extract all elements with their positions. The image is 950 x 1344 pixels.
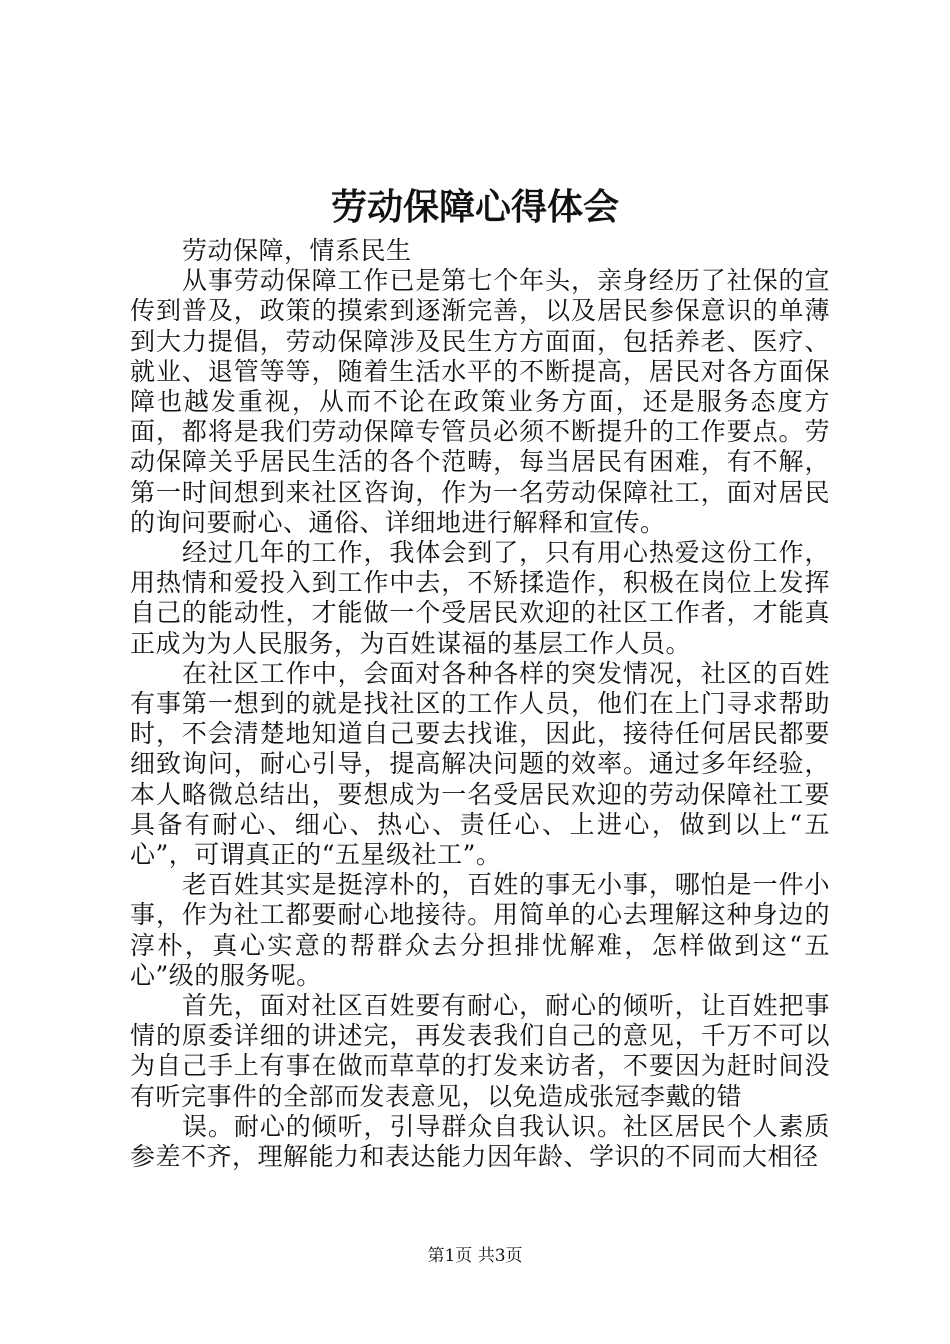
document-body xyxy=(130,236,830,1172)
paragraph: 老百姓其实是挺淳朴的，百姓的事无小事，哪怕是一件小事，作为社工都要耐心地接待。用简单的心去理解这种身边的淳朴，真心实意的帮群众去分担排忧解难，怎样做到这“五心”级的服务呢。 xyxy=(130,870,830,990)
document-title: 劳动保障心得体会 xyxy=(330,186,619,228)
paragraph: 首先，面对社区百姓要有耐心，耐心的倾听，让百姓把事情的原委详细的讲述完，再发表我们自己的意见，千万不可以为自己手上有事在做而草草的打发来访者，不要因为赶时间没有听完事件的全部而发表意见，以免造成张冠李戴的错 xyxy=(130,991,830,1111)
page-number-footer: 第1页 共3页 xyxy=(427,1246,523,1266)
paragraph: 从事劳动保障工作已是第七个年头，亲身经历了社保的宣传到普及，政策的摸索到逐渐完善，以及居民参保意识的单薄到大力提倡，劳动保障涉及民生方方面面，包括养老、医疗、就业、退管等等，随着生活水平的不断提高，居民对各方面保障也越发重视，从而不论在政策业务方面，还是服务态度方面，都将是我们劳动保障专管员必须不断提升的工作要点。劳动保障关乎居民生活的各个范畴，每当居民有困难，有不解，第一时间想到来社区咨询，作为一名劳动保障社工，面对居民的询问要耐心、通俗、详细地进行解释和宣传。 xyxy=(130,266,830,537)
paragraph: 经过几年的工作，我体会到了，只有用心热爱这份工作，用热情和爱投入到工作中去，不矫揉造作，积极在岗位上发挥自己的能动性，才能做一个受居民欢迎的社区工作者，才能真正成为为人民服务，为百姓谋福的基层工作人员。 xyxy=(130,538,830,658)
paragraph-subtitle: 劳动保障，情系民生 xyxy=(182,236,412,265)
paragraph: 误。耐心的倾听，引导群众自我认识。社区居民个人素质参差不齐，理解能力和表达能力因年龄、学识的不同而大相径 xyxy=(130,1111,830,1172)
paragraph: 在社区工作中，会面对各种各样的突发情况，社区的百姓有事第一想到的就是找社区的工作人员，他们在上门寻求帮助时，不会清楚地知道自己要去找谁，因此，接待任何居民都要细致询问，耐心引导，提高解决问题的效率。通过多年经验，本人略微总结出，要想成为一名受居民欢迎的劳动保障社工要具备有耐心、细心、热心、责任心、上进心，做到以上“五心”，可谓真正的“五星级社工”。 xyxy=(130,658,830,870)
